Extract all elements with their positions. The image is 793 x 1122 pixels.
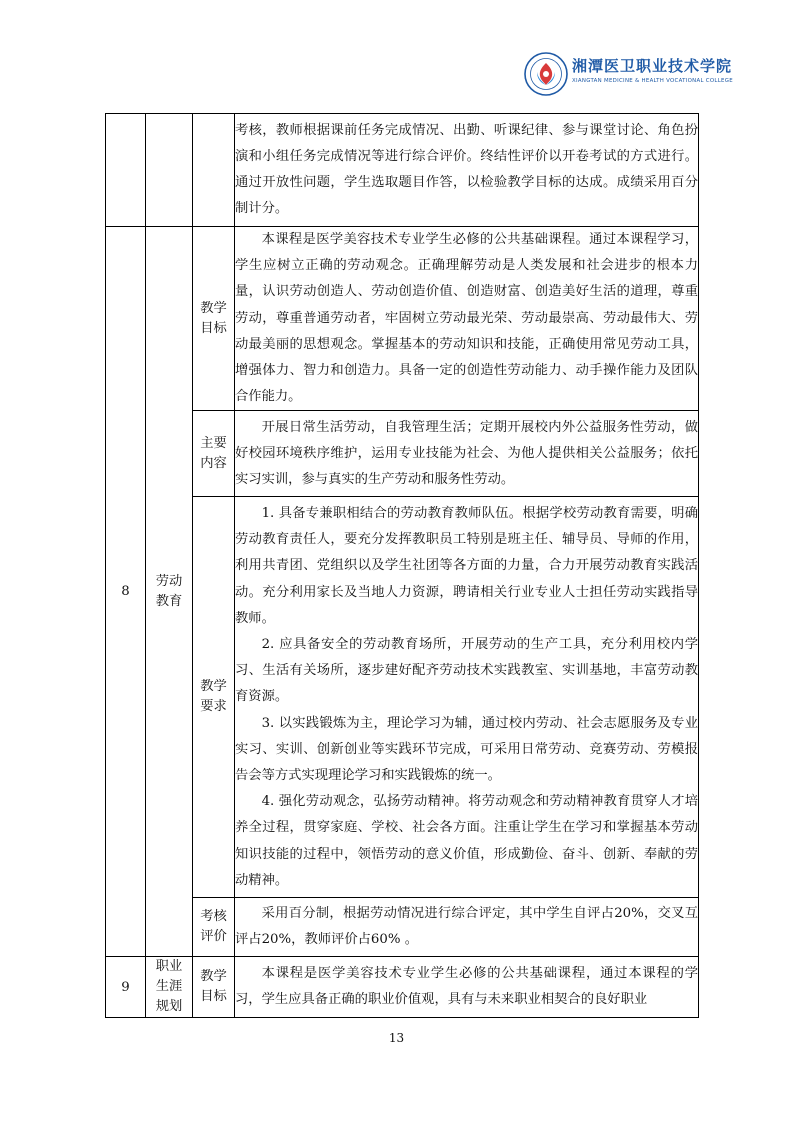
- row-number-cell: 8: [106, 227, 146, 957]
- course-name-cell: [146, 227, 193, 957]
- subheading-cell: [193, 114, 235, 227]
- content-paragraph: 2. 应具备安全的劳动教育场所，开展劳动的生产工具，充分利用校内学习、生活有关场所，逐步建好配齐劳动技术实践教室、实训基地，丰富劳动教育资源。: [235, 636, 698, 705]
- page-number: 13: [388, 1031, 405, 1045]
- content-cell: [235, 957, 699, 1018]
- content-cell: [235, 114, 699, 227]
- table-row: [106, 227, 699, 411]
- content-cell: [235, 898, 699, 957]
- table-row: [106, 411, 699, 497]
- course-name-cell: [146, 114, 193, 227]
- subheading-line: 教学: [200, 969, 227, 985]
- logo-chinese-name: 湘潭医卫职业技术学院: [572, 57, 733, 75]
- subheading-line: 教学: [200, 300, 227, 316]
- curriculum-table: [105, 113, 699, 1018]
- content-paragraph: 本课程是医学美容技术专业学生必修的公共基础课程。通过本课程学习，学生应树立正确的劳动观念。正确理解劳动是人类发展和社会进步的根本力量，认识劳动创造人、劳动创造价值、创造财富、创造美好生活的道理，尊重劳动，尊重普通劳动者，牢固树立劳动最光荣、劳动最崇高、劳动最伟大、劳动最美丽的思想观念。掌握基本的劳动知识和技能，正确使用常见劳动工具，增强体力、智力和创造力。具备一定的创造性劳动能力、动手操作能力及团队合作能力。: [235, 232, 698, 405]
- course-name-line: 劳动: [155, 573, 183, 589]
- course-name-cell: [146, 957, 193, 1018]
- content-paragraph: 考核，教师根据课前任务完成情况、出勤、听课纪律、参与课堂讨论、角色扮演和小组任务完成情况等进行综合评价。终结性评价以开卷考试的方式进行。通过开放性问题，学生选取题目作答，以检验教学目标的达成。成绩采用百分制计分。: [235, 122, 698, 217]
- subheading-line: 主要: [200, 435, 227, 451]
- subheading-line: 目标: [200, 320, 227, 336]
- content-paragraph: 1. 具备专兼职相结合的劳动教育教师队伍。根据学校劳动教育需要，明确劳动教育责任人，要充分发挥教职员工特别是班主任、辅导员、导师的作用，利用共青团、党组织以及学生社团等各方面的力量，合力开展劳动教育实践活动。充分利用家长及当地人力资源，聘请相关行业专业人士担任劳动实践指导教师。: [235, 505, 698, 626]
- course-name-line: 规划: [155, 999, 183, 1015]
- subheading-line: 考核: [200, 909, 227, 925]
- content-cell: [235, 497, 699, 898]
- subheading-line: 教学: [200, 679, 227, 695]
- row-number-cell: [106, 114, 146, 227]
- content-cell: [235, 411, 699, 497]
- course-name-line: 职业: [155, 959, 183, 975]
- content-paragraph: 本课程是医学美容技术专业学生必修的公共基础课程，通过本课程的学习，学生应具备正确的职业价值观，具有与未来职业相契合的良好职业: [235, 966, 698, 1008]
- content-paragraph: 4. 强化劳动观念，弘扬劳动精神。将劳动观念和劳动精神教育贯穿人才培养全过程，贯穿家庭、学校、社会各方面。注重让学生在学习和掌握基本劳动知识技能的过程中，领悟劳动的意义价值，形成勤俭、奋斗、创新、奉献的劳动精神。: [235, 794, 698, 888]
- table-row: [106, 497, 699, 898]
- content-paragraph: 采用百分制，根据劳动情况进行综合评定，其中学生自评占20%，交叉互评占20%，教师评价占60% 。: [235, 906, 698, 948]
- subheading-line: 要求: [200, 699, 227, 715]
- course-name-line: 生涯: [155, 979, 183, 995]
- subheading-cell: [193, 411, 235, 497]
- subheading-line: 目标: [200, 989, 227, 1005]
- subheading-line: 评价: [200, 929, 227, 945]
- logo-english-name: XIANGTAN MEDICINE & HEALTH VOCATIONAL COLLEGE: [572, 78, 733, 84]
- table-row: [106, 898, 699, 957]
- subheading-cell: [193, 227, 235, 411]
- college-logo: [524, 52, 764, 98]
- content-paragraph: 3. 以实践锻炼为主，理论学习为辅，通过校内劳动、社会志愿服务及专业实习、实训、创新创业等实践环节完成，可采用日常劳动、竞赛劳动、劳模报告会等方式实现理论学习和实践锻炼的统一。: [235, 715, 698, 783]
- content-paragraph: 开展日常生活劳动，自我管理生活；定期开展校内外公益服务性劳动，做好校园环境秩序维护，运用专业技能为社会、为他人提供相关公益服务；依托实习实训，参与真实的生产劳动和服务性劳动。: [235, 419, 698, 488]
- course-name-line: 教育: [155, 593, 183, 609]
- subheading-cell: [193, 898, 235, 957]
- college-seal-icon: [524, 52, 568, 96]
- subheading-cell: [193, 957, 235, 1018]
- content-cell: [235, 227, 699, 411]
- subheading-line: 内容: [200, 455, 227, 471]
- row-number-cell: 9: [106, 957, 146, 1018]
- table-row-continued: [106, 114, 699, 227]
- table-row: [106, 957, 699, 1018]
- subheading-cell: [193, 497, 235, 898]
